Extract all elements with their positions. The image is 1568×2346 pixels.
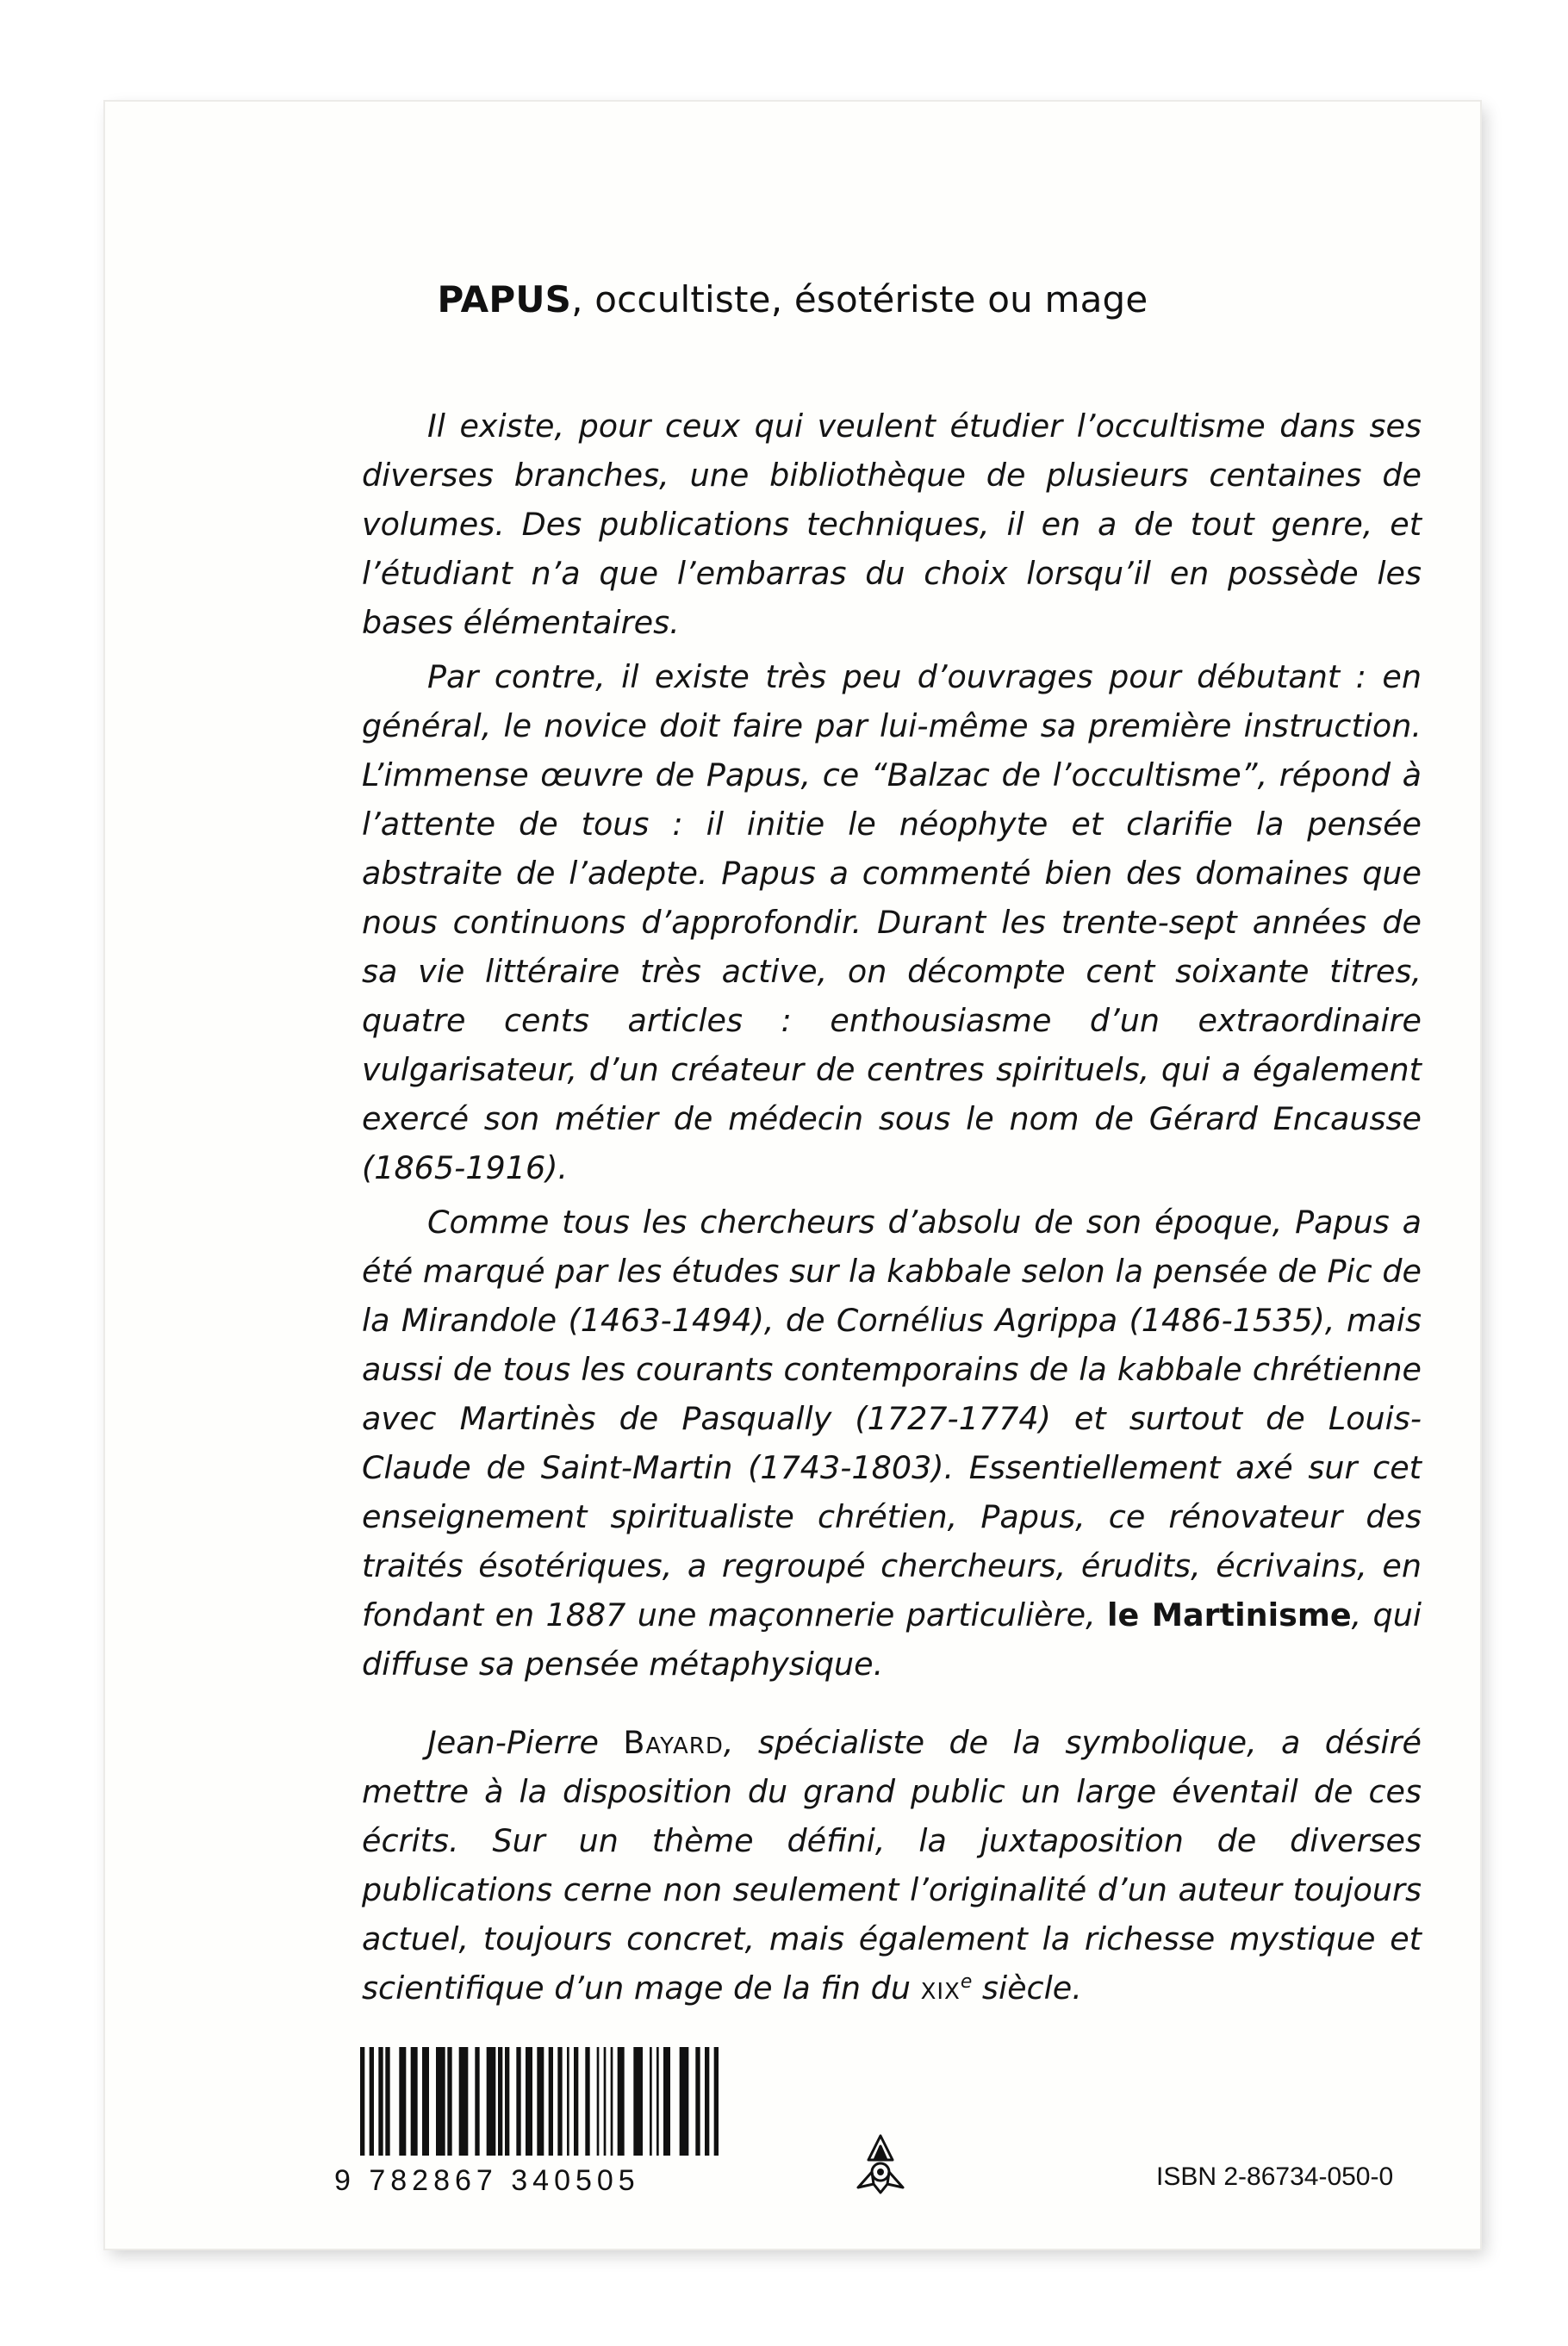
barcode-bar: [597, 2047, 600, 2156]
barcode-bar: [459, 2047, 469, 2156]
book-back-cover: [105, 102, 1480, 2249]
title-author: PAPUS: [437, 278, 572, 320]
barcode-bar: [557, 2047, 562, 2156]
paragraph-2: Par contre, il existe très peu d’ouvrages pour débutant : en général, le novice doit faire par lui-même sa première instruction. L’immense œuvre de Papus, ce “Balzac de l’occultisme”, répond à l’attente de tous : il initie le néophyte et clarifie la pensée abstraite de l’adepte. Papus a commenté bien des domaines que nous continuons d’approfondir. Durant les trente-sept années de sa vie littéraire très active, on décompte cent soixante titres, quatre cents articles : enthousiasme d’un extraordinaire vulgarisateur, d’un créateur de centres spirituels, qui a également exercé son métier de médecin sous le nom de Gérard Encausse (1865-1916).: [362, 658, 1422, 1186]
barcode-bar: [633, 2047, 643, 2156]
barcode-bar: [505, 2047, 509, 2156]
title-subtitle: , occultiste, ésotériste ou mage: [571, 278, 1148, 320]
barcode-bar: [498, 2047, 502, 2156]
barcode-bar: [436, 2047, 445, 2156]
barcode-bar: [650, 2047, 652, 2156]
barcode-bar: [411, 2047, 418, 2156]
barcode-bar: [370, 2047, 374, 2156]
barcode-bar: [705, 2047, 709, 2156]
barcode-bar: [656, 2047, 659, 2156]
barcode-bar: [714, 2047, 719, 2156]
barcode-bar: [695, 2047, 700, 2156]
author-surname: Bayard: [623, 1724, 724, 1761]
barcode-bar: [447, 2047, 451, 2156]
barcode-bar: [567, 2047, 569, 2156]
isbn-number: ISBN 2-86734-050-0: [1156, 2162, 1394, 2191]
barcode-bar: [378, 2047, 383, 2156]
blurb-text: [362, 401, 1422, 2018]
barcode-bar: [574, 2047, 578, 2156]
barcode: [334, 2047, 724, 2219]
paragraph-3-text: Comme tous les chercheurs d’absolu de son époque, Papus a été marqué par les études sur la kabbale selon la pensée de Pic de la Mirandole (1463-1494), de Cornélius Agrippa (1486-1535), mais aussi de tous les courants contemporains de la kabbale chrétienne avec Martinès de Pasqually (1727-1774) et surtout de Louis-Claude de Saint-Martin (1743-1803). Essentiellement axé sur cet enseignement spiritualiste chrétien, Papus, ce rénovateur des traités ésotériques, a regroupé chercheurs, érudits, écrivains, en fondant en 1887 une maçonnerie particulière,: [362, 1204, 1422, 1633]
barcode-bar: [487, 2047, 496, 2156]
barcode-digits: 9 782867 340505: [334, 2164, 640, 2197]
barcode-bar: [611, 2047, 613, 2156]
paragraph-1: Il existe, pour ceux qui veulent étudier l’occultisme dans ses diverses branches, une bibliothèque de plusieurs centaines de volumes. Des publications techniques, il en a de tout genre, et l’étudiant n’a que l’embarras du choix lorsqu’il en possède les bases élémentaires.: [362, 408, 1422, 641]
paragraph-3: [362, 1198, 1422, 1689]
barcode-bar: [475, 2047, 479, 2156]
barcode-bar: [618, 2047, 625, 2156]
martinisme-term: le Martinisme: [1107, 1596, 1352, 1633]
barcode-bars: [360, 2047, 719, 2156]
barcode-bar: [549, 2047, 553, 2156]
paragraph-4-body: , spécialiste de la symbolique, a désiré mettre à la disposition du grand public un large éventail de ces écrits. Sur un thème défini, la juxtaposition de diverses publications cerne non seulement l’originalité d’un auteur toujours actuel, toujours concret, mais également la richesse mystique et scientifique d’un mage de la fin du: [362, 1724, 1422, 2007]
barcode-bar: [585, 2047, 589, 2156]
century-numeral: xix: [920, 1970, 961, 2007]
barcode-bar: [604, 2047, 607, 2156]
publisher-emblem-icon: [848, 2131, 913, 2196]
barcode-bar: [385, 2047, 389, 2156]
barcode-bar: [526, 2047, 532, 2156]
paragraph-3-end: , qui diffuse sa pensée métaphysique.: [362, 1596, 1422, 1683]
century-superscript: e: [960, 1970, 973, 1993]
paragraph-4: [362, 1718, 1422, 2013]
paragraph-4-end: siècle.: [972, 1970, 1082, 2007]
cover-title: [105, 278, 1480, 320]
barcode-bar: [516, 2047, 520, 2156]
paragraph-4-text: Jean-Pierre: [427, 1724, 624, 1761]
barcode-bar: [422, 2047, 429, 2156]
barcode-bar: [360, 2047, 364, 2156]
barcode-bar: [680, 2047, 689, 2156]
barcode-bar: [537, 2047, 544, 2156]
barcode-bar: [399, 2047, 406, 2156]
barcode-bar: [663, 2047, 670, 2156]
